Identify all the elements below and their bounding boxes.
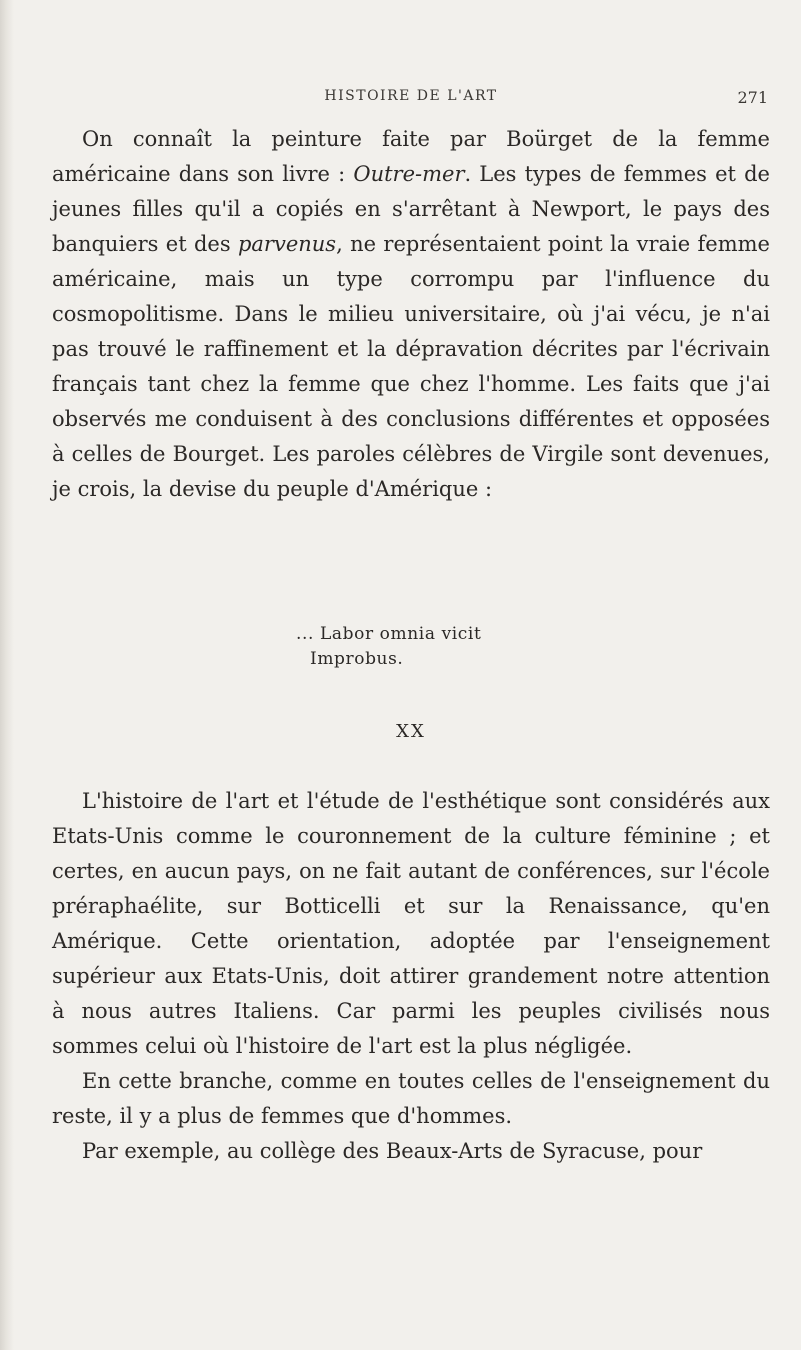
- quote-line-2: Improbus.: [310, 649, 404, 669]
- paragraph-1-after-title: . Les types de femmes et de jeunes filles qu'il a copiés en s'arrêtant à Newport, le pays des banquiers et des: [52, 162, 770, 256]
- paragraph-3: En cette branche, comme en toutes celles de l'enseignement du reste, il y a plus de femmes que d'hommes.: [52, 1069, 770, 1128]
- running-title: HISTOIRE DE L'ART: [324, 88, 498, 104]
- paragraph-4: Par exemple, au collège des Beaux-Arts de Syracuse, pour: [82, 1139, 703, 1163]
- book-title: Outre-mer: [353, 162, 465, 186]
- running-head: [52, 88, 770, 112]
- italic-word-parvenus: parvenus: [237, 232, 337, 256]
- body-text-top: [52, 122, 770, 507]
- quote-line-1: ... Labor omnia vicit: [296, 624, 482, 644]
- paragraph-1-after-italic: , ne représentaient point la vraie femme américaine, mais un type corrompu par l'influence du cosmopolitisme. Dans le milieu universitaire, où j'ai vécu, je n'ai pas trouvé le raffinement et la dépravation décrites par l'écrivain français tant chez la femme que chez l'homme. Les faits que j'ai observés me conduisent à des conclusions différentes et opposées à celles de Bourget. Les paroles célèbres de Virgile sont devenues, je crois, la devise du peuple d'Amérique :: [52, 232, 770, 501]
- body-text-bottom: [52, 784, 770, 1169]
- section-number: XX: [396, 721, 426, 742]
- paragraph-1-before-title: On connaît la peinture faite par Boürget de la femme américaine dans son livre :: [52, 127, 770, 186]
- paragraph-2: L'histoire de l'art et l'étude de l'esthétique sont considérés aux Etats-Unis comme le couronnement de la culture féminine ; et certes, en aucun pays, on ne fait autant de conférences, sur l'école préraphaélite, sur Botticelli et sur la Renaissance, qu'en Amérique. Cette orientation, adoptée par l'enseignement supérieur aux Etats-Unis, doit attirer grandement notre attention à nous autres Italiens. Car parmi les peuples civilisés nous sommes celui où l'histoire de l'art est la plus négligée.: [52, 789, 770, 1058]
- paragraph-1: [52, 122, 770, 507]
- latin-quote: [296, 622, 481, 672]
- page-number: 271: [737, 88, 768, 107]
- page-binding-edge: [0, 0, 14, 1350]
